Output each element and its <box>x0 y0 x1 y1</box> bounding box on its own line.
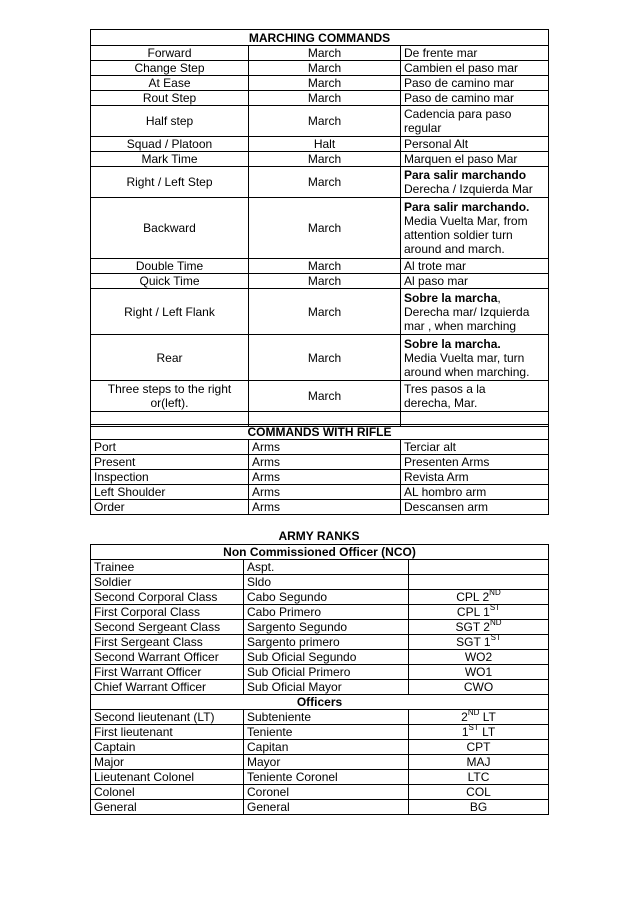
abbreviation-cell: SGT 2ND <box>409 620 549 635</box>
spanish-bold: Sobre la marcha. <box>404 336 501 351</box>
spanish-rank-cell: Sargento primero <box>244 635 409 650</box>
execution-cell: March <box>249 76 401 91</box>
spanish-bold: Para salir marchando. <box>404 200 530 214</box>
table-row <box>91 167 549 198</box>
command-cell: Three steps to the right or(left). <box>91 381 249 412</box>
superscript: ND <box>489 589 501 597</box>
abbreviation-cell: CPL 1ST <box>409 605 549 620</box>
table-row <box>91 485 549 500</box>
army-ranks-title: ARMY RANKS <box>278 529 360 543</box>
table-title: COMMANDS WITH RIFLE <box>91 425 549 440</box>
spanish-rank-cell: Coronel <box>244 785 409 800</box>
table-row <box>91 289 549 335</box>
execution-cell: Arms <box>249 440 401 455</box>
superscript: ST <box>490 634 501 642</box>
command-cell: Squad / Platoon <box>91 137 249 152</box>
execution-cell: March <box>249 259 401 274</box>
english-rank-cell: Second Warrant Officer <box>91 650 244 665</box>
spanish-rank-cell: Cabo Segundo <box>244 590 409 605</box>
command-cell: Left Shoulder <box>91 485 249 500</box>
abbreviation-cell: WO2 <box>409 650 549 665</box>
english-rank-cell: Second lieutenant (LT) <box>91 710 244 725</box>
spanish-cell: AL hombro arm <box>401 485 549 500</box>
table-row <box>91 76 549 91</box>
abbreviation-cell: 1ST LT <box>409 725 549 740</box>
superscript: ND <box>467 709 480 717</box>
command-cell: At Ease <box>91 76 249 91</box>
table-row <box>91 800 549 815</box>
english-rank-cell: First Warrant Officer <box>91 665 244 680</box>
spanish-rank-cell: Sub Oficial Mayor <box>244 680 409 695</box>
table-row <box>91 635 549 650</box>
table-row <box>91 590 549 605</box>
spanish-cell: Para salir marchando Derecha / Izquierda Mar <box>401 167 549 198</box>
spanish-rank-cell: Sub Oficial Primero <box>244 665 409 680</box>
english-rank-cell: Lieutenant Colonel <box>91 770 244 785</box>
header-row <box>91 30 549 46</box>
execution-cell: March <box>249 274 401 289</box>
execution-cell: March <box>249 106 401 137</box>
spanish-bold: Sobre la marcha <box>404 290 498 305</box>
table-row <box>91 575 549 590</box>
table-row <box>91 381 549 412</box>
abbreviation-cell: LTC <box>409 770 549 785</box>
abbreviation-cell: CPT <box>409 740 549 755</box>
spanish-cell: Al trote mar <box>401 259 549 274</box>
table-row <box>91 560 549 575</box>
spanish-rank-cell: Cabo Primero <box>244 605 409 620</box>
table-row <box>91 620 549 635</box>
spanish-rank-cell: Mayor <box>244 755 409 770</box>
command-cell: Rout Step <box>91 91 249 106</box>
officers-title: Officers <box>91 695 549 710</box>
spanish-cell: Cambien el paso mar <box>401 61 549 76</box>
spanish-rank-cell: Aspt. <box>244 560 409 575</box>
abbreviation-cell: CPL 2ND <box>409 590 549 605</box>
table-row <box>91 137 549 152</box>
table-row <box>91 61 549 76</box>
spanish-bold: Para salir marchando <box>404 168 527 182</box>
execution-cell: March <box>249 61 401 76</box>
abbreviation-cell: SGT 1ST <box>409 635 549 650</box>
spanish-cell: Marquen el paso Mar <box>401 152 549 167</box>
table-row <box>91 740 549 755</box>
army-ranks-table <box>90 544 549 815</box>
english-rank-cell: First lieutenant <box>91 725 244 740</box>
table-row <box>91 335 549 381</box>
spanish-cell: Sobre la marcha, Derecha mar/ Izquierda mar , when marching <box>401 289 549 335</box>
superscript: ND <box>489 619 502 627</box>
english-rank-cell: First Corporal Class <box>91 605 244 620</box>
command-cell: Present <box>91 455 249 470</box>
table-row <box>91 755 549 770</box>
english-rank-cell: Second Sergeant Class <box>91 620 244 635</box>
spanish-cell: Presenten Arms <box>401 455 549 470</box>
header-row <box>91 425 549 440</box>
abbreviation-cell <box>409 575 549 590</box>
spanish-cell: Terciar alt <box>401 440 549 455</box>
command-cell: Forward <box>91 46 249 61</box>
spanish-cell: Para salir marchando. Media Vuelta Mar, from attention soldier turn around and march. <box>401 198 549 259</box>
execution-cell: March <box>249 46 401 61</box>
english-rank-cell: Trainee <box>91 560 244 575</box>
table-row <box>91 785 549 800</box>
table-row <box>91 710 549 725</box>
execution-cell: March <box>249 198 401 259</box>
abbreviation-cell: COL <box>409 785 549 800</box>
command-cell: Right / Left Step <box>91 167 249 198</box>
execution-cell: March <box>249 152 401 167</box>
execution-cell: Halt <box>249 137 401 152</box>
table-row <box>91 470 549 485</box>
spanish-cell: Paso de camino mar <box>401 76 549 91</box>
command-cell: Mark Time <box>91 152 249 167</box>
table-row <box>91 680 549 695</box>
superscript: ST <box>468 724 479 732</box>
execution-cell: Arms <box>249 485 401 500</box>
execution-cell: March <box>249 335 401 381</box>
english-rank-cell: Second Corporal Class <box>91 590 244 605</box>
nco-title <box>91 545 549 560</box>
english-rank-cell: General <box>91 800 244 815</box>
english-rank-cell: First Sergeant Class <box>91 635 244 650</box>
spanish-cell: De frente mar <box>401 46 549 61</box>
execution-cell: Arms <box>249 470 401 485</box>
spanish-rank-cell: Teniente <box>244 725 409 740</box>
table-row <box>91 605 549 620</box>
execution-cell: March <box>249 289 401 335</box>
abbreviation-cell: BG <box>409 800 549 815</box>
execution-cell: Arms <box>249 500 401 515</box>
command-cell: Port <box>91 440 249 455</box>
table-row <box>91 500 549 515</box>
abbreviation-cell: MAJ <box>409 755 549 770</box>
table-row <box>91 665 549 680</box>
abbreviation-cell: CWO <box>409 680 549 695</box>
spanish-cell: Al paso mar <box>401 274 549 289</box>
table-row <box>91 106 549 137</box>
spanish-cell: Personal Alt <box>401 137 549 152</box>
abbreviation-cell: 2ND LT <box>409 710 549 725</box>
nco-title-bold: Non <box>223 545 247 559</box>
table-row <box>91 91 549 106</box>
execution-cell: March <box>249 381 401 412</box>
header-row <box>91 695 549 710</box>
spanish-rank-cell: Sargento Segundo <box>244 620 409 635</box>
command-cell: Rear <box>91 335 249 381</box>
table-row <box>91 650 549 665</box>
marching-commands-table <box>90 29 549 427</box>
spanish-cell: Sobre la marcha. Media Vuelta mar, turn around when marching. <box>401 335 549 381</box>
table-row <box>91 725 549 740</box>
superscript: ST <box>489 604 501 612</box>
command-cell: Change Step <box>91 61 249 76</box>
english-rank-cell: Major <box>91 755 244 770</box>
header-row <box>91 545 549 560</box>
table-row <box>91 259 549 274</box>
table-row <box>91 274 549 289</box>
table-row <box>91 455 549 470</box>
spanish-cell: Descansen arm <box>401 500 549 515</box>
abbreviation-cell: WO1 <box>409 665 549 680</box>
command-cell: Order <box>91 500 249 515</box>
spanish-cell: Cadencia para paso regular <box>401 106 549 137</box>
spanish-rank-cell: Capitan <box>244 740 409 755</box>
english-rank-cell: Chief Warrant Officer <box>91 680 244 695</box>
spanish-rank-cell: General <box>244 800 409 815</box>
english-rank-cell: Captain <box>91 740 244 755</box>
spanish-rank-cell: Sldo <box>244 575 409 590</box>
table-row <box>91 770 549 785</box>
table-row <box>91 46 549 61</box>
english-rank-cell: Colonel <box>91 785 244 800</box>
command-cell: Right / Left Flank <box>91 289 249 335</box>
english-rank-cell: Soldier <box>91 575 244 590</box>
nco-title-rest: Commissioned Officer (NCO) <box>246 545 416 559</box>
spanish-cell: Revista Arm <box>401 470 549 485</box>
table-row <box>91 198 549 259</box>
command-cell: Quick Time <box>91 274 249 289</box>
execution-cell: March <box>249 167 401 198</box>
table-row <box>91 440 549 455</box>
spanish-rank-cell: Sub Oficial Segundo <box>244 650 409 665</box>
spanish-rank-cell: Subteniente <box>244 710 409 725</box>
table-row <box>91 152 549 167</box>
spanish-rank-cell: Teniente Coronel <box>244 770 409 785</box>
rifle-commands-table <box>90 424 549 515</box>
spanish-cell: Tres pasos a la derecha, Mar. <box>401 381 549 412</box>
spanish-cell: Paso de camino mar <box>401 91 549 106</box>
execution-cell: Arms <box>249 455 401 470</box>
command-cell: Half step <box>91 106 249 137</box>
command-cell: Double Time <box>91 259 249 274</box>
command-cell: Inspection <box>91 470 249 485</box>
table-title: MARCHING COMMANDS <box>91 30 549 46</box>
execution-cell: March <box>249 91 401 106</box>
abbreviation-cell <box>409 560 549 575</box>
command-cell: Backward <box>91 198 249 259</box>
